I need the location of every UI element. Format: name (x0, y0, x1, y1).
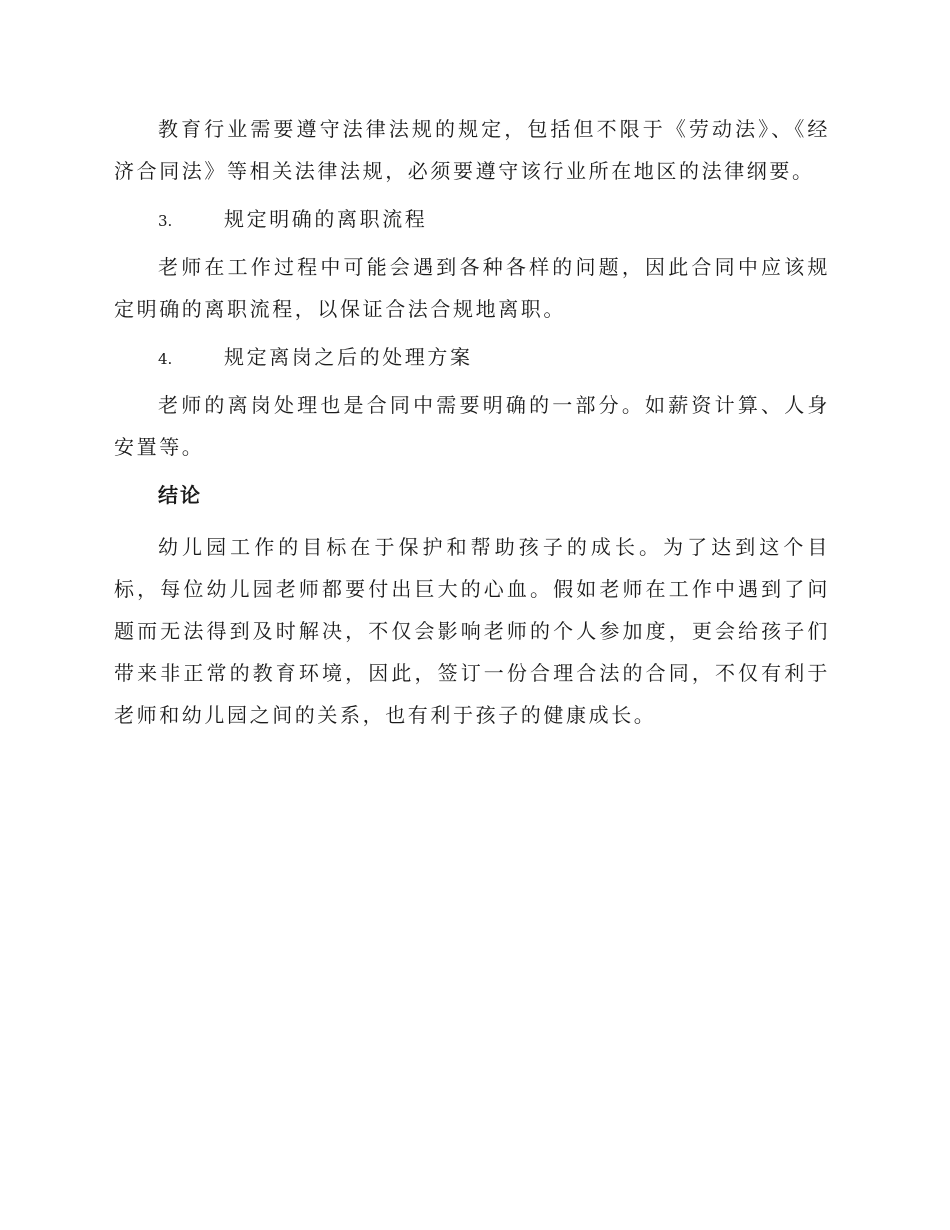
paragraph-post-departure: 老师的离岗处理也是合同中需要明确的一部分。如薪资计算、人身安置等。 (114, 393, 830, 459)
numbered-item-3 (114, 198, 830, 246)
item-number: 4. (158, 350, 173, 368)
document-body (114, 108, 830, 736)
item-text: 规定离岗之后的处理方案 (224, 345, 473, 369)
item-number: 3. (158, 212, 173, 230)
paragraph-resignation-process: 老师在工作过程中可能会遇到各种各样的问题，因此合同中应该规定明确的离职流程，以保证合法合规地离职。 (114, 255, 830, 321)
paragraph-legal-compliance: 教育行业需要遵守法律法规的规定，包括但不限于《劳动法》、《经济合同法》等相关法律法规，必须要遵守该行业所在地区的法律纲要。 (114, 117, 830, 183)
item-text: 规定明确的离职流程 (224, 207, 428, 231)
paragraph-conclusion: 幼儿园工作的目标在于保护和帮助孩子的成长。为了达到这个目标，每位幼儿园老师都要付出巨大的心血。假如老师在工作中遇到了问题而无法得到及时解决，不仅会影响老师的个人参加度，更会给孩子们带来非正常的教育环境，因此，签订一份合理合法的合同，不仅有利于老师和幼儿园之间的关系，也有利于孩子的健康成长。 (114, 535, 830, 727)
numbered-item-4 (114, 336, 830, 384)
conclusion-heading: 结论 (158, 483, 202, 507)
